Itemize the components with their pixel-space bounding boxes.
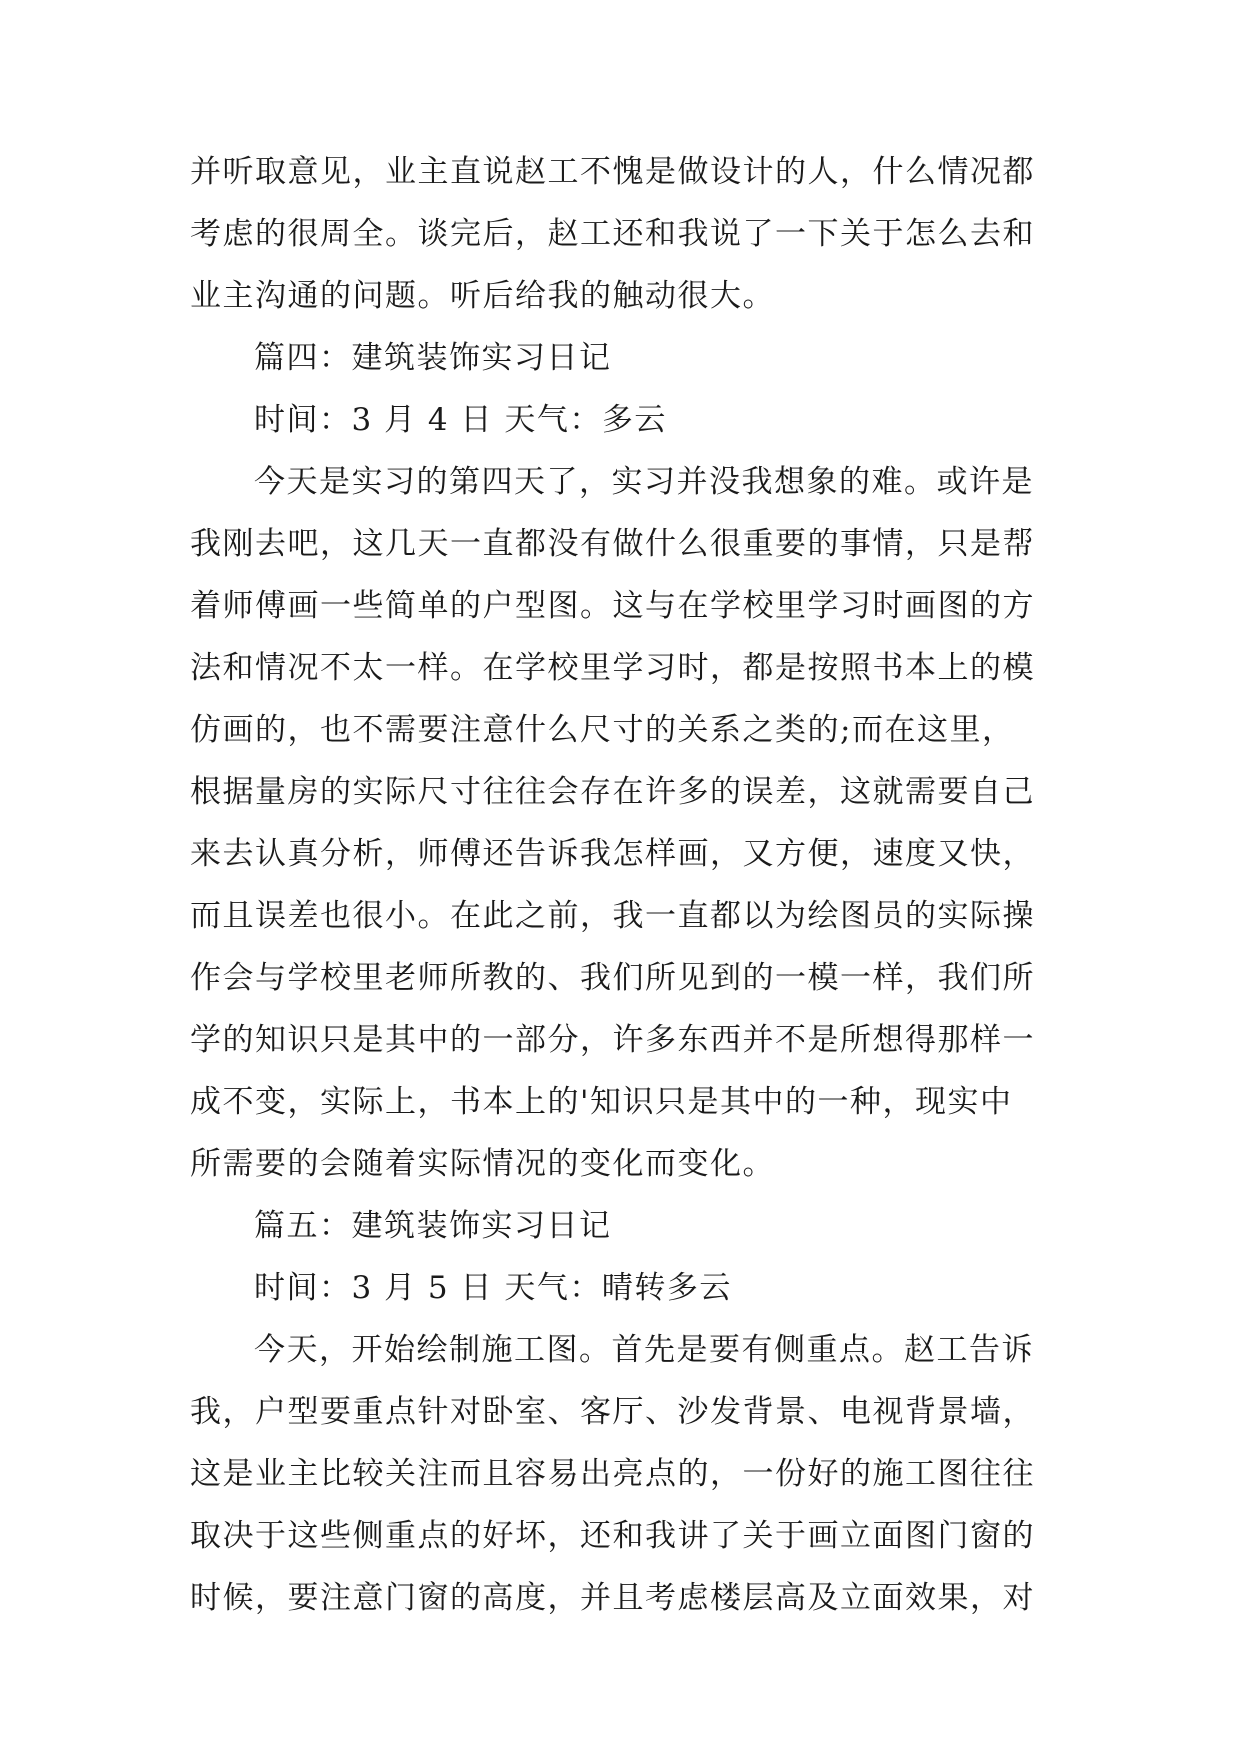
paragraph-line: 今天，开始绘制施工图。首先是要有侧重点。赵工告诉 bbox=[254, 1332, 1034, 1368]
date-weather-line: 时间：3 月 4 日 天气：多云 bbox=[254, 402, 667, 438]
paragraph-line: 成不变，实际上，书本上的'知识只是其中的一种，现实中 bbox=[190, 1084, 1013, 1120]
paragraph-line: 着师傅画一些简单的户型图。这与在学校里学习时画图的方 bbox=[190, 588, 1035, 624]
section-heading: 篇四：建筑装饰实习日记 bbox=[254, 340, 612, 376]
paragraph-line: 仿画的，也不需要注意什么尺寸的关系之类的;而在这里， bbox=[190, 712, 1015, 748]
section-heading: 篇五：建筑装饰实习日记 bbox=[254, 1208, 612, 1244]
paragraph-line: 法和情况不太一样。在学校里学习时，都是按照书本上的模 bbox=[190, 650, 1035, 686]
paragraph-line: 来去认真分析，师傅还告诉我怎样画，又方便，速度又快， bbox=[190, 836, 1035, 872]
paragraph-line: 取决于这些侧重点的好坏，还和我讲了关于画立面图门窗的 bbox=[190, 1518, 1035, 1554]
paragraph-line: 并听取意见，业主直说赵工不愧是做设计的人，什么情况都 bbox=[190, 154, 1035, 190]
paragraph-line: 时候，要注意门窗的高度，并且考虑楼层高及立面效果，对 bbox=[190, 1580, 1035, 1616]
paragraph-line: 作会与学校里老师所教的、我们所见到的一模一样，我们所 bbox=[190, 960, 1035, 996]
paragraph-line: 我，户型要重点针对卧室、客厅、沙发背景、电视背景墙， bbox=[190, 1394, 1035, 1430]
paragraph-line: 所需要的会随着实际情况的变化而变化。 bbox=[190, 1146, 775, 1182]
paragraph-line: 而且误差也很小。在此之前，我一直都以为绘图员的实际操 bbox=[190, 898, 1035, 934]
paragraph-line: 考虑的很周全。谈完后，赵工还和我说了一下关于怎么去和 bbox=[190, 216, 1035, 252]
paragraph-line: 我刚去吧，这几天一直都没有做什么很重要的事情，只是帮 bbox=[190, 526, 1035, 562]
paragraph-line: 今天是实习的第四天了，实习并没我想象的难。或许是 bbox=[254, 464, 1034, 500]
paragraph-line: 根据量房的实际尺寸往往会存在许多的误差，这就需要自己 bbox=[190, 774, 1035, 810]
date-weather-line: 时间：3 月 5 日 天气：晴转多云 bbox=[254, 1270, 732, 1306]
paragraph-line: 业主沟通的问题。听后给我的触动很大。 bbox=[190, 278, 775, 314]
paragraph-line: 这是业主比较关注而且容易出亮点的，一份好的施工图往往 bbox=[190, 1456, 1035, 1492]
paragraph-line: 学的知识只是其中的一部分，许多东西并不是所想得那样一 bbox=[190, 1022, 1035, 1058]
